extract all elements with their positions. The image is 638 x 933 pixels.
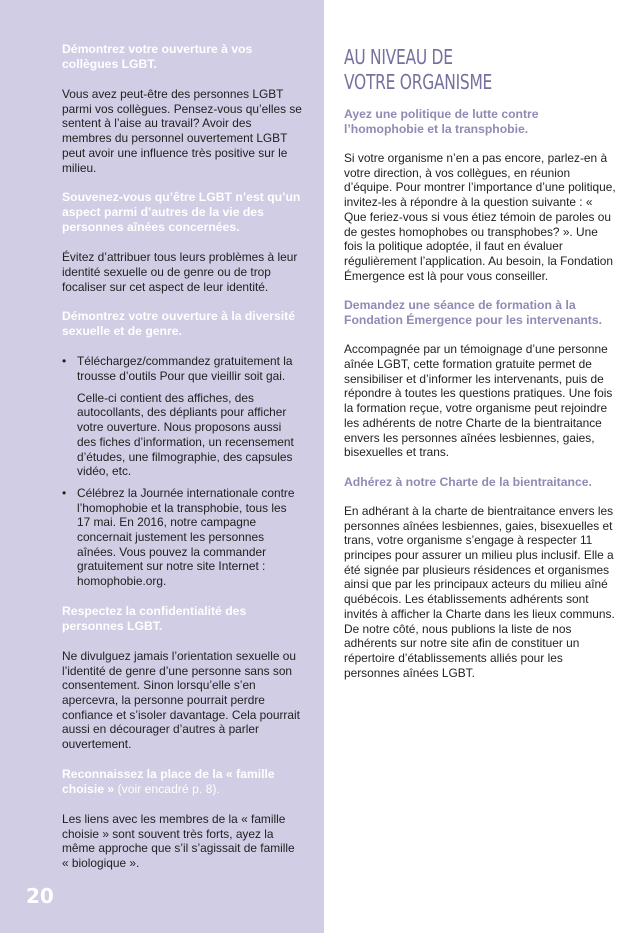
paragraph-training: Accompagnée par un témoignage d’une personne aînée LGBT, cette formation gratuite permet de sensibiliser et d’informer les intervenants, puis de répondre à toutes les questions pratiques. Une fois la formation reçue, votre organisme peut rejoindre les adhérents de notre Charte de la bientraitance envers les personnes aînées lesbiennes, gaies, bisexuelles et trans. [344,342,613,460]
bullet-subtext-toolkit: Celle-ci contient des affiches, des autocollants, des dépliants pour afficher votre ouverture. Nous proposons aussi des fiches d’information, un recensement d’études, une filmographie, des capsules vidéo, etc. [77,390,294,479]
heading-charter: Adhérez à notre Charte de la bientraitance. [344,474,592,489]
paragraph-colleagues: Vous avez peut-être des personnes LGBT parmi vos collègues. Pensez-vous qu’elles se sentent à l’aise au travail? Avoir des membres du personnel ouvertement LGBT peut avoir une influence très positive sur le milieu. [62,87,302,175]
heading-training: Demandez une séance de formation à la Fondation Émergence pour les intervenants. [344,298,603,328]
bullet-text-idahot: Célébrez la Journée internationale contre l’homophobie et la transphobie, tous les 17 mai. En 2016, notre campagne concernait justement les personnes aînées. Vous pouvez la commander gratuitement sur notre site Internet : homophobie.org. [77,485,295,589]
paragraph-confidentiality: Ne divulguez jamais l’orientation sexuelle ou l’identité de genre d’une personne sans son consentement. Sinon lorsqu’elle s’en apercevra, la personne pourrait perdre confiance et s’isoler davantage. Cela pourrait aussi en décourager d’autres à parler ouvertement. [62,648,300,752]
box-reference-link: (voir encadré p. 8). [114,781,220,796]
bullet-icon: • [62,485,67,500]
paragraph-chosen-family: Les liens avec les membres de la « famille choisie » sont souvent très forts, ayez la même approche que s’il s’agissait de famille « biologique ». [62,811,295,870]
right-column [324,0,638,933]
list-item [62,354,302,479]
diversity-bullet-list [62,354,302,589]
paragraph-one-aspect: Évitez d’attribuer tous leurs problèmes à leur identité sexuelle ou de genre ou de trop focaliser sur cet aspect de leur identité. [62,250,298,294]
heading-confidentiality: Respectez la confidentialité des personnes LGBT. [62,603,247,633]
paragraph-policy: Si votre organisme n’en a pas encore, parlez-en à votre direction, à vos collègues, en réunion d’équipe. Pour montrer l’importance d’une politique, invitez-les à répondre à la question suivante : « Que feriez-vous si vous étiez témoin de paroles ou de gestes homophobes ou transphobes? ». Une fois la politique adoptée, il faut en évaluer régulièrement l’application. Au besoin, la Fondation Émergence est là pour vous conseiller. [344,151,616,283]
list-item [62,486,302,589]
heading-colleagues: Démontrez votre ouverture à vos collègues LGBT. [62,42,253,71]
heading-chosen-family-text: Reconnaissez la place de la « famille choisie » [62,766,275,796]
heading-diversity: Démontrez votre ouverture à la diversité sexuelle et de genre. [62,309,295,339]
section-title [344,45,615,95]
right-column-content [344,45,616,695]
page-number: 20 [26,884,54,908]
bullet-icon: • [62,354,67,369]
paragraph-charter: En adhérant à la charte de bientraitance envers les personnes aînées lesbiennes, gaies, bisexuelles et trans, votre organisme s’engage à respecter 11 principes pour assurer un milieu plus inclusif. Elle a été signée par plusieurs résidences et organismes ainsi que par les principaux acteurs du milieu aîné québécois. Les établissements adhérents sont invités à afficher la Charte dans les lieux communs. De notre côté, nous publions la liste de nos adhérents sur notre site afin de constituer un répertoire d’établissements alliés pour les personnes aînées LGBT. [344,503,615,680]
heading-one-aspect: Souvenez-vous qu’être LGBT n’est qu’un aspect parmi d’autres de la vie des personnes aînées concernées. [62,190,301,235]
bullet-text-toolkit: Téléchargez/commandez gratuitement la trousse d’outils Pour que vieillir soit gai. [77,354,293,384]
left-column-content [62,42,302,886]
heading-policy: Ayez une politique de lutte contre l’homophobie et la transphobie. [344,107,539,136]
section-title-line-1: AU NIVEAU DE [344,45,453,69]
section-title-line-2: VOTRE ORGANISME [344,70,493,94]
heading-chosen-family [62,767,302,797]
